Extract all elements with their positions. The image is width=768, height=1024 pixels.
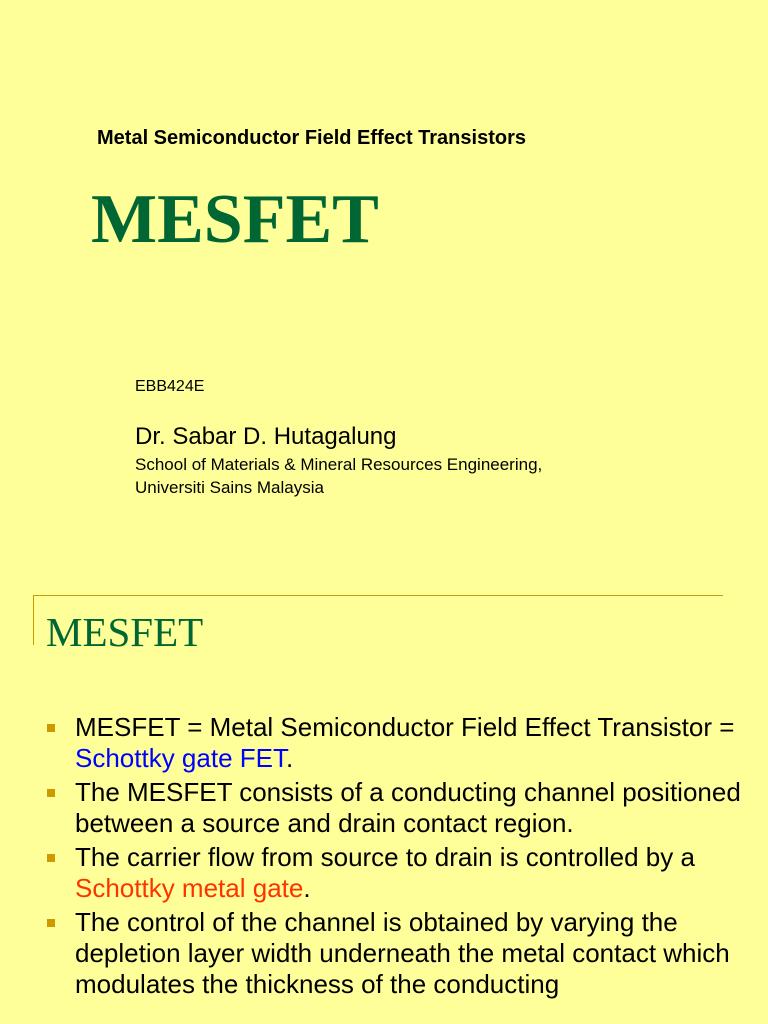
bullet-text: MESFET = Metal Semiconductor Field Effect Transistor =: [75, 712, 735, 742]
affiliation-line: Universiti Sains Malaysia: [135, 478, 324, 497]
course-code: EBB424E: [135, 378, 205, 395]
title-accent-bar: [33, 595, 34, 645]
slide-subtitle: Metal Semiconductor Field Effect Transistors: [97, 127, 526, 149]
highlight-text: Schottky metal gate: [75, 873, 304, 903]
bullet-text: The control of the channel is obtained by varying the depletion layer width underneath the metal contact which modulates the thickness of the conducting: [75, 907, 730, 999]
bullet-item: [0, 777, 768, 839]
bullet-text: .: [303, 873, 311, 903]
bullet-text: The carrier flow from source to drain is controlled by a: [75, 842, 695, 872]
highlight-text: Schottky gate FET: [75, 743, 286, 773]
bullet-item: [0, 712, 768, 774]
square-bullet-icon: [47, 789, 55, 797]
bullet-list: [0, 712, 768, 1003]
bullet-item: [0, 842, 768, 904]
title-divider: [33, 595, 723, 596]
square-bullet-icon: [47, 724, 55, 732]
slide-heading: MESFET: [46, 609, 204, 655]
square-bullet-icon: [47, 919, 55, 927]
bullet-text: .: [285, 743, 294, 773]
bullet-item: [0, 907, 768, 1000]
square-bullet-icon: [47, 854, 55, 862]
author-name: Dr. Sabar D. Hutagalung: [135, 423, 397, 450]
slide-title: MESFET: [91, 181, 379, 258]
affiliation-line: School of Materials & Mineral Resources Engineering,: [135, 455, 543, 474]
content-slide: [0, 578, 768, 1024]
bullet-text: The MESFET consists of a conducting channel positioned between a source and drain contact region.: [75, 777, 741, 838]
